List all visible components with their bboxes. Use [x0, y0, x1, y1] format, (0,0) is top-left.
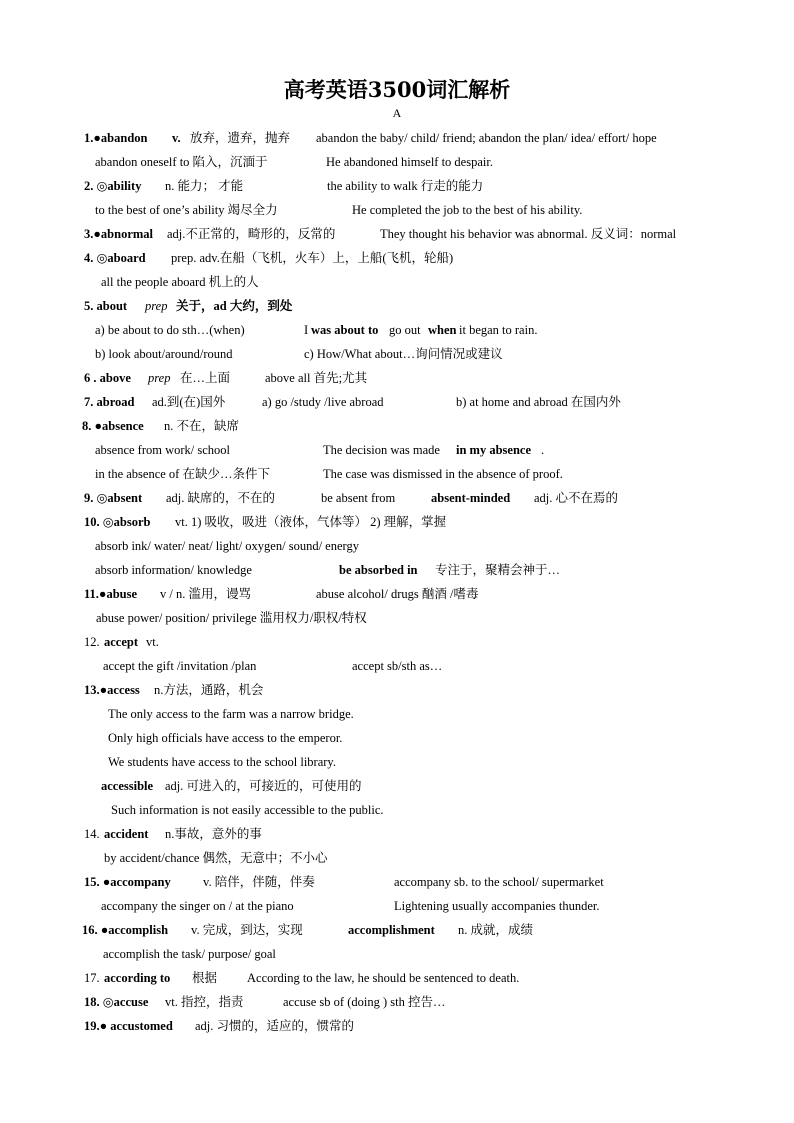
entry-text: accompany sb. to the school/ supermarket: [394, 875, 604, 889]
entry-text: prep: [148, 371, 171, 385]
section-letter: A: [392, 106, 402, 120]
entry-text: 3.●abnormal: [84, 227, 154, 241]
entry-text: 11.●abuse: [84, 587, 138, 601]
entry-text: absorb ink/ water/ neat/ light/ oxygen/ sound/ energy: [95, 539, 359, 553]
entry-text: vt. 1) 吸收，吸进（液体，气体等） 2) 理解，掌握: [175, 515, 447, 529]
entry-text: be absorbed in: [339, 563, 418, 577]
entry-text: 9. ◎absent: [84, 491, 143, 505]
entry-text: adj. 缺席的，不在的: [166, 491, 276, 505]
entry-text: 7. abroad: [84, 395, 135, 409]
entry-text: Such information is not easily accessible to the public.: [111, 803, 384, 817]
entry-text: accomplish the task/ purpose/ goal: [103, 947, 276, 961]
entry-text: the ability to walk 行走的能力: [327, 179, 484, 193]
entry-text: b) at home and abroad 在国内外: [456, 395, 621, 409]
entry-text: according to: [104, 971, 171, 985]
entry-text: prep: [145, 299, 168, 313]
entry-text: n. 不在，缺席: [164, 419, 240, 433]
entry-text: 5. about: [84, 299, 128, 313]
entry-text: 根据: [192, 971, 218, 985]
entry-text: when: [428, 323, 457, 337]
entry-text: 16. ●accomplish: [82, 923, 169, 937]
entry-text: 6 . above: [84, 371, 131, 385]
entry-text: in my absence: [456, 443, 531, 457]
entry-text: 在…上面: [180, 371, 231, 385]
entry-text: 专注于，聚精会神于…: [435, 563, 561, 577]
entry-text: accompany the singer on / at the piano: [101, 899, 294, 913]
entry-text: 10. ◎absorb: [84, 515, 151, 529]
entry-text: accomplishment: [348, 923, 435, 937]
entry-text: n. 成就，成绩: [458, 923, 534, 937]
entry-text: accept: [104, 635, 139, 649]
entry-text: They thought his behavior was abnormal. 反义词：normal: [380, 227, 677, 241]
entry-text: According to the law, he should be sentenced to death.: [247, 971, 520, 985]
entry-text: accident: [104, 827, 149, 841]
entry-text: in the absence of 在缺少…条件下: [95, 467, 270, 481]
entry-text: abandon the baby/ child/ friend; abandon the plan/ idea/ effort/ hope: [316, 131, 657, 145]
entry-text: v. 陪伴，伴随，伴奏: [203, 875, 315, 889]
entry-text: 12.: [84, 635, 100, 649]
entry-text: The case was dismissed in the absence of proof.: [323, 467, 563, 481]
entry-text: above all 首先;尤其: [265, 371, 368, 385]
entry-text: .: [541, 443, 545, 457]
entry-text: adj. 心不在焉的: [534, 491, 619, 505]
entry-text: adj. 习惯的，适应的，惯常的: [195, 1019, 355, 1033]
entry-text: to the best of one’s ability 竭尽全力: [95, 203, 278, 217]
entry-text: absorb information/ knowledge: [95, 563, 252, 577]
entry-text: a) go /study /live abroad: [262, 395, 384, 409]
entry-text: v.: [172, 131, 181, 145]
entry-text: v. 完成，到达，实现: [191, 923, 303, 937]
entry-text: abuse power/ position/ privilege 滥用权力/职权/特权: [96, 611, 367, 625]
entry-text: abandon oneself to 陷入，沉湎于: [95, 155, 268, 169]
entry-text: I: [304, 323, 309, 337]
entry-text: was about to: [311, 323, 379, 337]
entry-text: 1.●abandon: [84, 131, 148, 145]
entry-text: 4. ◎aboard: [84, 251, 146, 265]
entry-text: absence from work/ school: [95, 443, 231, 457]
entry-text: vt. 指控，指责: [165, 995, 244, 1009]
entry-text: 关于，ad 大约，到处: [176, 299, 293, 313]
entry-text: n.方法，通路，机会: [154, 683, 264, 697]
entry-text: accept sb/sth as…: [352, 659, 443, 673]
entry-text: Lightening usually accompanies thunder.: [394, 899, 600, 913]
entry-text: abuse alcohol/ drugs 酗酒 /嗜毒: [316, 587, 479, 601]
entry-text: vt.: [146, 635, 159, 649]
entry-text: go out: [389, 323, 421, 337]
entry-text: 17.: [84, 971, 100, 985]
entry-text: all the people aboard 机上的人: [101, 275, 259, 289]
entry-text: accuse sb of (doing ) sth 控告…: [283, 995, 446, 1009]
entry-text: n.事故，意外的事: [165, 827, 262, 841]
entry-text: absent-minded: [431, 491, 511, 505]
entry-text: 放弃，遗弃，抛弃: [190, 131, 291, 145]
entry-text: 19.● accustomed: [84, 1019, 173, 1033]
entry-text: be absent from: [321, 491, 396, 505]
entry-text: accept the gift /invitation /plan: [103, 659, 257, 673]
document-title: 高考英语3500词汇解析: [283, 77, 511, 102]
entry-text: prep. adv.在船（飞机，火车）上，上船(飞机，轮船): [171, 251, 454, 265]
entry-text: adj.不正常的，畸形的，反常的: [167, 227, 336, 241]
entry-text: ad.到(在)国外: [152, 395, 226, 409]
entry-text: 2. ◎ability: [84, 179, 142, 193]
entry-text: 8. ●absence: [82, 419, 144, 433]
entry-text: 15. ●accompany: [84, 875, 171, 889]
entry-text: The only access to the farm was a narrow bridge.: [108, 707, 354, 721]
entry-text: accessible: [101, 779, 154, 793]
entry-text: 14.: [84, 827, 100, 841]
entry-text: We students have access to the school library.: [108, 755, 336, 769]
entry-text: The decision was made: [323, 443, 440, 457]
entry-text: n. 能力； 才能: [165, 179, 244, 193]
entry-text: a) be about to do sth…(when): [95, 323, 245, 337]
entry-text: He abandoned himself to despair.: [326, 155, 493, 169]
entry-text: Only high officials have access to the emperor.: [108, 731, 343, 745]
entry-text: it began to rain.: [459, 323, 538, 337]
entry-text: 13.●access: [84, 683, 140, 697]
entry-text: c) How/What about…询问情况或建议: [304, 347, 503, 361]
entry-text: 18. ◎accuse: [84, 995, 149, 1009]
entry-text: b) look about/around/round: [95, 347, 233, 361]
entry-text: by accident/chance 偶然，无意中；不小心: [104, 851, 328, 865]
entry-text: v / n. 滥用，谩骂: [160, 587, 251, 601]
entry-text: He completed the job to the best of his ability.: [352, 203, 583, 217]
entry-text: adj. 可进入的，可接近的，可使用的: [165, 779, 362, 793]
